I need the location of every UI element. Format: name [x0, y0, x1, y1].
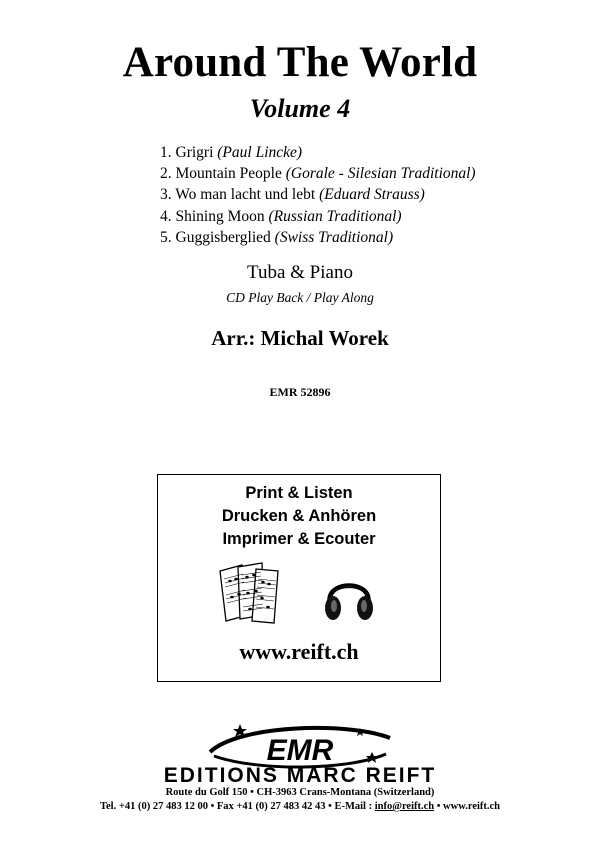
track-item: [160, 163, 580, 184]
track-item: [160, 206, 580, 227]
track-name: Mountain People: [175, 165, 282, 183]
promo-line-german: Drucken & Anhören: [221, 507, 377, 525]
publisher-name: EDITIONS MARC REIFT: [163, 764, 437, 787]
sheet-music-icon: [218, 561, 286, 625]
arranger: Arr.: Michal Worek: [211, 326, 389, 350]
svg-text:EMR: EMR: [266, 734, 334, 767]
track-composer: (Paul Lincke): [217, 144, 303, 161]
cover-subtitle: Volume 4: [249, 94, 351, 123]
track-number: 5.: [160, 228, 172, 246]
track-number: 4.: [160, 207, 172, 225]
promo-line-english: Print & Listen: [245, 484, 353, 502]
track-composer: (Eduard Strauss): [319, 186, 425, 204]
track-name: Grigri: [175, 144, 214, 161]
track-composer: (Gorale - Silesian Traditional): [285, 165, 476, 183]
track-number: 3.: [160, 186, 172, 204]
instrumentation: Tuba & Piano: [247, 262, 353, 283]
track-number: 1.: [160, 144, 172, 161]
track-list: [160, 142, 580, 248]
cover-title: Around The World: [122, 39, 478, 86]
publisher-address: Route du Golf 150 • CH-3963 Crans-Montana (Switzerland): [165, 787, 435, 798]
print-listen-box: [157, 474, 441, 682]
headphones-icon: [321, 568, 377, 624]
promo-website[interactable]: www.reift.ch: [239, 639, 359, 664]
publisher-contact: [0, 801, 600, 812]
track-composer: (Russian Traditional): [268, 207, 402, 225]
promo-line-french: Imprimer & Ecouter: [222, 530, 376, 548]
track-name: Guggisberglied: [175, 228, 271, 246]
contact-phone-fax: Tel. +41 (0) 27 483 12 00 • Fax +41 (0) 27 483 42 43 • E-Mail :: [99, 801, 375, 812]
track-name: Shining Moon: [175, 207, 265, 225]
contact-website[interactable]: • www.reift.ch: [434, 801, 501, 812]
track-item: [160, 184, 580, 205]
catalog-number: EMR 52896: [269, 385, 331, 399]
contact-email-link[interactable]: info@reift.ch: [374, 801, 435, 812]
track-name: Wo man lacht und lebt: [175, 186, 316, 204]
track-item: [160, 227, 580, 248]
track-item: [160, 142, 580, 163]
track-composer: (Swiss Traditional): [274, 228, 394, 246]
format-note: CD Play Back / Play Along: [226, 290, 374, 305]
track-number: 2.: [160, 165, 172, 183]
